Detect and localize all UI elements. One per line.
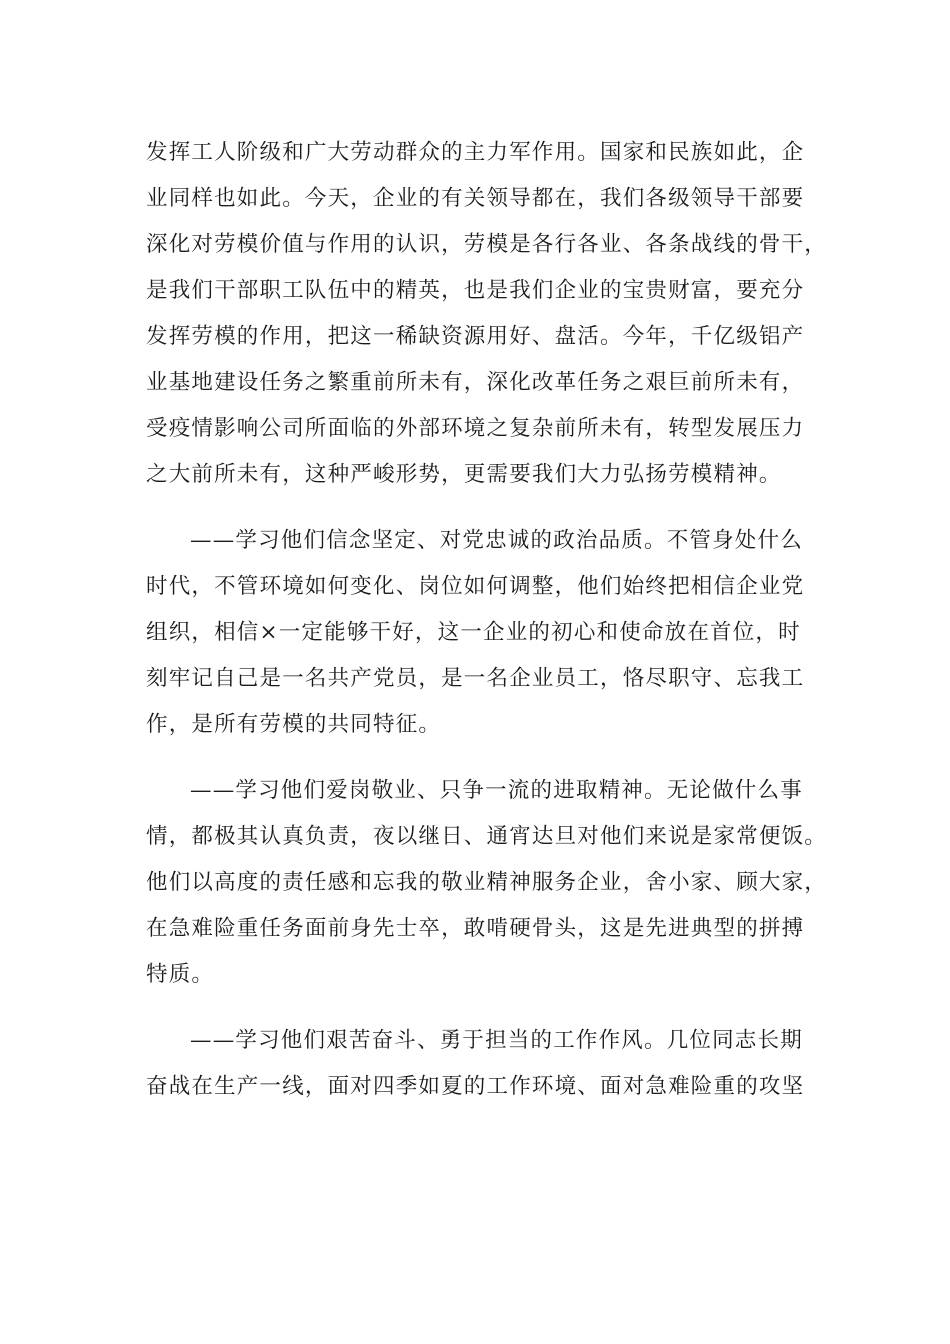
paragraph-3 bbox=[146, 768, 828, 998]
text-line: 奋战在生产一线，面对四季如夏的工作环境、面对急难险重的攻坚 bbox=[146, 1074, 805, 1099]
paragraph-2 bbox=[146, 518, 806, 748]
text-line: ——学习他们信念坚定、对党忠诚的政治品质。不管身处什么 bbox=[190, 528, 803, 553]
text-line: 刻牢记自己是一名共产党员，是一名企业员工，恪尽职守、忘我工 bbox=[146, 666, 805, 691]
text-line: 在急难险重任务面前身先士卒，敢啃硬骨头，这是先进典型的拼搏 bbox=[146, 916, 805, 941]
text-line: 特质。 bbox=[146, 962, 215, 987]
text-line: ——学习他们艰苦奋斗、勇于担当的工作作风。几位同志长期 bbox=[190, 1028, 803, 1053]
text-line: 业基地建设任务之繁重前所未有，深化改革任务之艰巨前所未有， bbox=[146, 370, 805, 395]
text-line: 业同样也如此。今天，企业的有关领导都在，我们各级领导干部要 bbox=[146, 186, 805, 211]
paragraph-spacer bbox=[146, 498, 806, 518]
text-line: 他们以高度的责任感和忘我的敬业精神服务企业，舍小家、顾大家， bbox=[146, 870, 828, 895]
text-line: 深化对劳模价值与作用的认识，劳模是各行各业、各条战线的骨干， bbox=[146, 232, 828, 257]
document-body bbox=[146, 130, 828, 1110]
text-line: 发挥劳模的作用，把这一稀缺资源用好、盘活。今年，千亿级铝产 bbox=[146, 324, 805, 349]
text-line: 情，都极其认真负责，夜以继日、通宵达旦对他们来说是家常便饭。 bbox=[146, 824, 828, 849]
text-line: 组织，相信×一定能够干好，这一企业的初心和使命放在首位，时 bbox=[146, 620, 801, 645]
paragraph-spacer bbox=[146, 748, 806, 768]
text-line: 是我们干部职工队伍中的精英，也是我们企业的宝贵财富，要充分 bbox=[146, 278, 805, 303]
paragraph-4 bbox=[146, 1018, 806, 1110]
text-line: 受疫情影响公司所面临的外部环境之复杂前所未有，转型发展压力 bbox=[146, 416, 805, 441]
text-line: ——学习他们爱岗敬业、只争一流的进取精神。无论做什么事 bbox=[190, 778, 803, 803]
text-line: 作，是所有劳模的共同特征。 bbox=[146, 712, 442, 737]
text-line: 之大前所未有，这种严峻形势，更需要我们大力弘扬劳模精神。 bbox=[146, 462, 782, 487]
paragraph-spacer bbox=[146, 998, 806, 1018]
text-line: 发挥工人阶级和广大劳动群众的主力军作用。国家和民族如此，企 bbox=[146, 140, 805, 165]
paragraph-1 bbox=[146, 130, 828, 498]
text-line: 时代，不管环境如何变化、岗位如何调整，他们始终把相信企业党 bbox=[146, 574, 805, 599]
